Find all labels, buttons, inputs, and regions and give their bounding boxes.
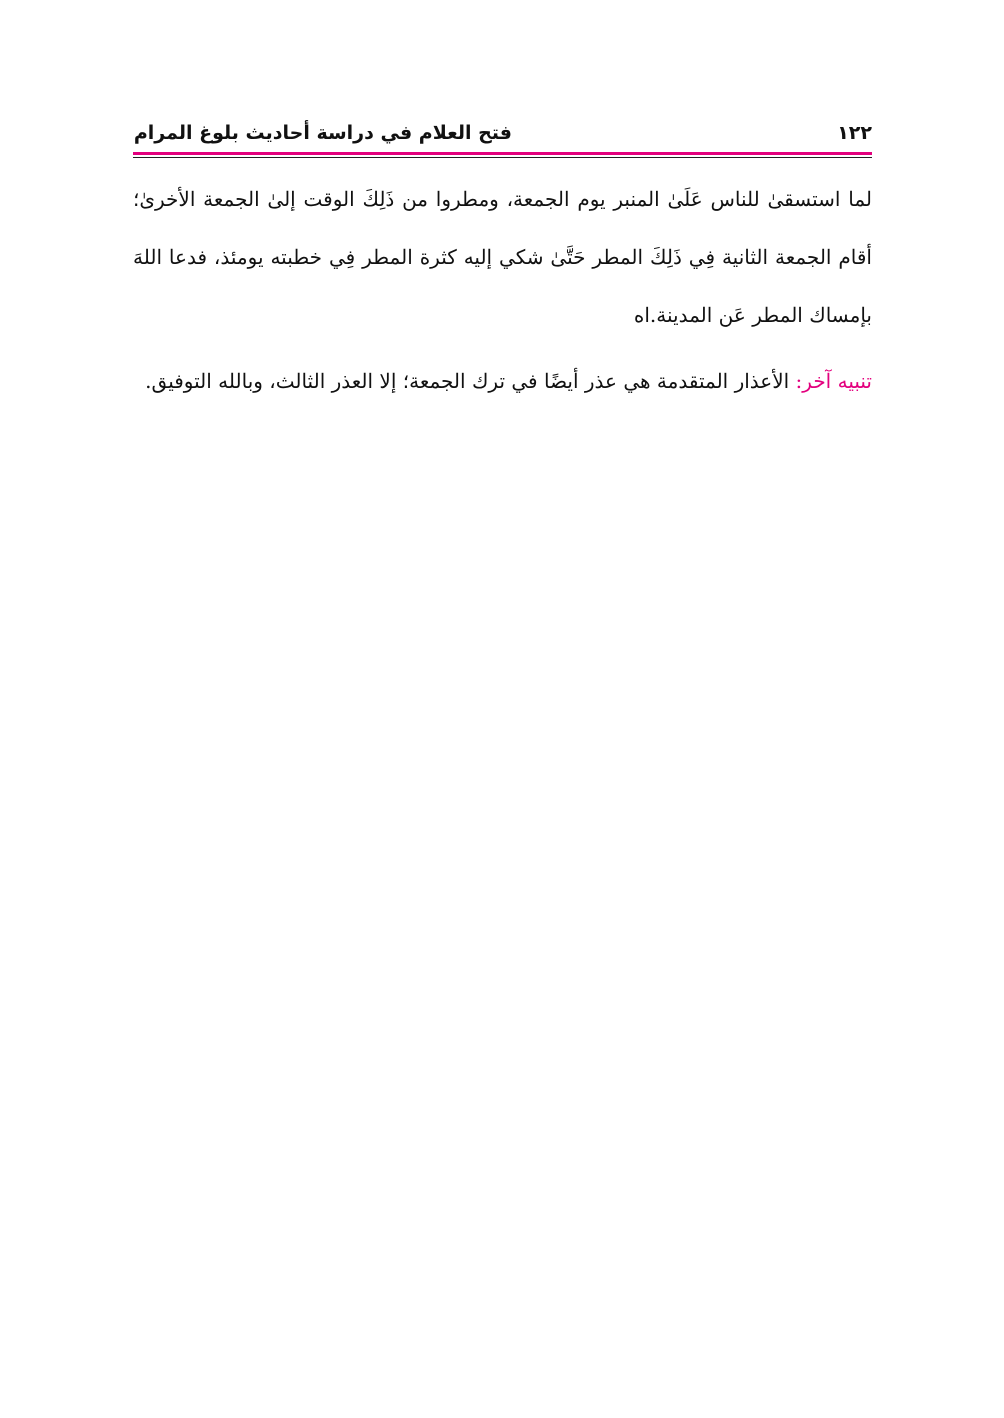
page-number: ١٢٢ [837, 122, 872, 144]
paragraph: لما استسقىٰ للناس عَلَىٰ المنبر يوم الجمعة، ومطروا من ذَلِكَ الوقت إلىٰ الجمعة الأخرىٰ؛ أقام الجمعة الثانية فِي ذَلِكَ المطر حَتَّىٰ شكي إليه كثرة المطر فِي خطبته يومئذ، فدعا اللهَ بإمساك المطر عَن المدينة.اه [133, 187, 872, 327]
header-rule-accent [133, 152, 872, 155]
running-header [133, 118, 872, 150]
note-text: الأعذار المتقدمة هي عذر أيضًا في ترك الجمعة؛ إلا العذر الثالث، وبالله التوفيق. [145, 369, 796, 393]
header-rule [133, 157, 872, 158]
note-label: تنبيه آخر: [795, 369, 872, 393]
book-title: فتح العلام في دراسة أحاديث بلوغ المرام [133, 122, 512, 144]
body-text [133, 170, 872, 410]
note-paragraph [133, 352, 872, 410]
